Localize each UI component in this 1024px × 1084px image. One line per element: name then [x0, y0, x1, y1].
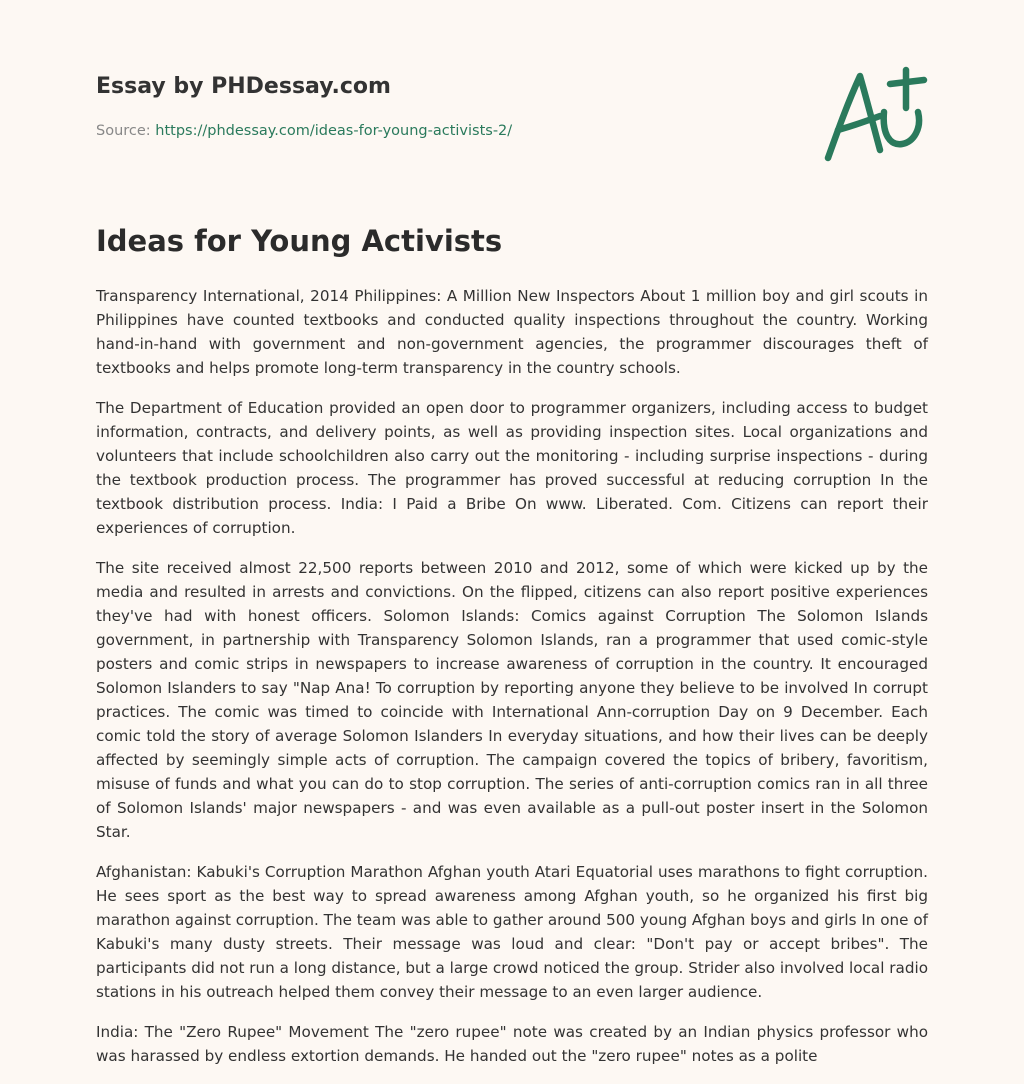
essay-paragraph: The site received almost 22,500 reports between 2010 and 2012, some of which were kicked up by the media and resulted in arrests and convictions. On the flipped, citizens can also report positive experiences they've had with honest officers. Solomon Islands: Comics against Corruption The Solomon Islands government, in partnership with Transparency Solomon Islands, ran a programmer that used comic-style posters and comic strips in newspapers to increase awareness of corruption in the country. It encouraged Solomon Islanders to say "Nap Ana! To corruption by reporting anyone they believe to be involved In corrupt practices. The comic was timed to coincide with International Ann-corruption Day on 9 December. Each comic told the story of average Solomon Islanders In everyday situations, and how their lives can be deeply affected by seemingly simple acts of corruption. The campaign covered the topics of bribery, favoritism, misuse of funds and what you can do to stop corruption. The series of anti-corruption comics ran in all three of Solomon Islands' major newspapers - and was even available as a pull-out poster insert in the Solomon Star.: [96, 559, 928, 841]
essay-paragraph: India: The "Zero Rupee" Movement The "zero rupee" note was created by an Indian physics professor who was harassed by endless extortion demands. He handed out the "zero rupee" notes as a polite: [96, 1023, 928, 1065]
essay-body: [96, 284, 928, 1084]
essay-paragraph: The Department of Education provided an open door to programmer organizers, including access to budget information, contracts, and delivery points, as well as providing inspection sites. Local organizations and volunteers that include schoolchildren also carry out the monitoring - including surprise inspections - during the textbook production process. The programmer has proved successful at reducing corruption In the textbook distribution process. India: I Paid a Bribe On www. Liberated. Com. Citizens can report their experiences of corruption.: [96, 399, 928, 537]
source-link[interactable]: https://phdessay.com/ideas-for-young-activists-2/: [155, 123, 513, 139]
essay-paragraph: Transparency International, 2014 Philippines: A Million New Inspectors About 1 million boy and girl scouts in Philippines have counted textbooks and conducted quality inspections throughout the country. Working hand-in-hand with government and non-government agencies, the programmer discourages theft of textbooks and helps promote long-term transparency in the country schools.: [96, 287, 928, 377]
brand-heading: Essay by PHDessay.com: [96, 74, 391, 99]
essay-title: Ideas for Young Activists: [96, 224, 503, 258]
essay-paragraph: Afghanistan: Kabuki's Corruption Marathon Afghan youth Atari Equatorial uses marathons to fight corruption. He sees sport as the best way to spread awareness among Afghan youth, so he organized his first big marathon against corruption. The team was able to gather around 500 young Afghan boys and girls In one of Kabuki's many dusty streets. Their message was loud and clear: "Don't pay or accept bribes". The participants did not run a long distance, but a large crowd noticed the group. Strider also involved local radio stations in his outreach helped them convey their message to an even larger audience.: [96, 863, 928, 1001]
a-plus-logo-icon: [818, 64, 930, 168]
source-line: [96, 123, 512, 139]
source-label: Source:: [96, 123, 151, 139]
